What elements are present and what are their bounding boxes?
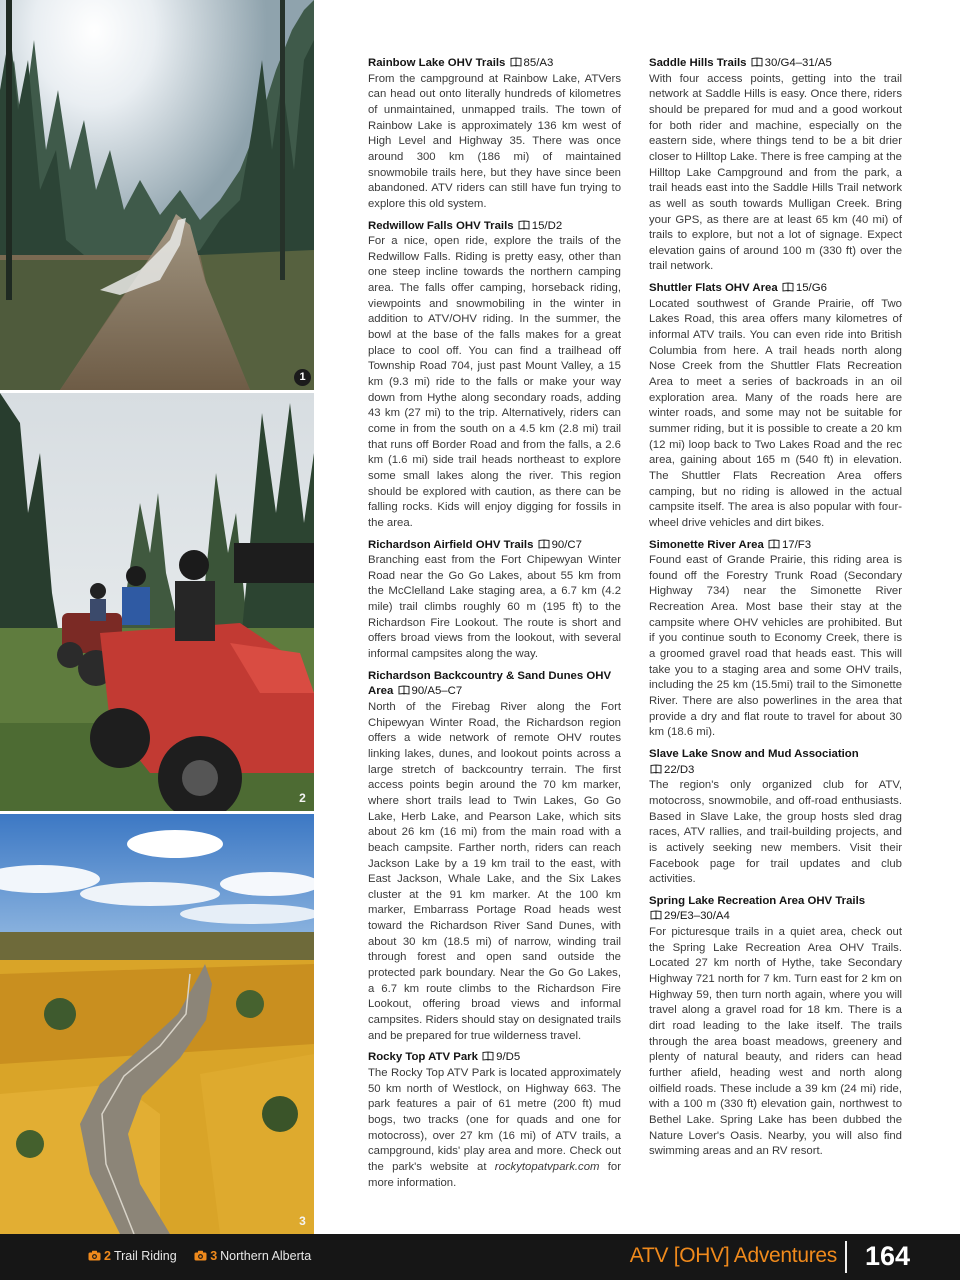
entry-title: Rocky Top ATV Park [368, 1051, 478, 1064]
photo-forest-road [0, 0, 314, 390]
entry-heading [649, 894, 902, 925]
map-book-icon [510, 57, 522, 67]
credit-number: 3 [210, 1249, 218, 1263]
entry-heading [368, 1050, 621, 1066]
photo-number-badge: 3 [299, 1214, 306, 1228]
photo-number-badge: 1 [294, 369, 311, 386]
entry-body: Found east of Grande Prairie, this riding area is found off the Forestry Trunk Road (Secondary Highway 734) near the Simonette River Recreation Area. Most base their stay at the campsite where OHV vehicles are prohibited. But if you continue south to Economy Creek, there is a groomed gravel road that heads east. This will take you to a staging area and some OHV trails, including the 25 km (15.5mi) trail to the Simonette River. There are also powerlines in the area that provide a dry and flat route to travel for about 30 km (18.6 mi). [649, 554, 902, 739]
trail-entry [368, 669, 621, 1045]
trail-entry [649, 538, 902, 741]
map-book-icon [751, 57, 763, 67]
trail-entry [368, 1050, 621, 1191]
map-book-icon [538, 539, 550, 549]
entry-body: North of the Firebag River along the Fort Chipewyan Winter Road, the Richardson region offers a wide network of remote OHV routes linking lakes, dunes, and lookout points across a large stretch of backcountry terrain. The first access points begin around the 70 km marker, where short trails lead to Twin Lakes, Go Go Lake, Herb Lake, and Pearson Lake, which sits about 26 km (16 mi) from the main road with a beach campsite. Farther north, riders can reach Jackson Lake by a 19 km trail to the east, with East Jackson, Whale Lake, and the Six Lakes cluster at the 91 km marker. At the 100 km marker, Embarrass Portage Road heads west toward the Richardson River Sand Dunes, with about 30 km (18.5 mi) of narrow, winding trail through forest and open sand outside the protected park boundary. Near the Go Go Lakes, a 6.7 km route climbs to the Richardson Fire Lookout, offering broad views and informal campsites. Riders should stay on designated trails and be prepared for true wilderness travel. [368, 700, 621, 1042]
forest-road-illustration [0, 0, 314, 390]
entry-body: With four access points, getting into the trail network at Saddle Hills is easy. Once there, riders should be prepared for mud and a good workout for both rider and machine, especially on the eastern side, where things tend to be a bit drier closer to Hilltop Lake. There is free camping at the Hilltop Lake Campground and from the park, a trail heads east into the Saddle Hills Trail network as well as south towards Mulligan Creek. Bring your GPS, as there are at least 65 km (40 mi) of trails to explore, but not a lot of signage. Expect elevation gains of around 100 m (330 ft) over the trail network. [649, 72, 902, 273]
camera-icon [194, 1250, 207, 1261]
photo-credit [194, 1249, 311, 1263]
entry-title: Richardson Backcountry & Sand Dunes OHV Area [368, 669, 612, 698]
trail-entry [368, 56, 621, 213]
trail-entry [649, 894, 902, 1160]
map-reference: 29/E3–30/A4 [664, 910, 730, 923]
map-reference: 15/D2 [531, 219, 563, 232]
map-reference: 22/D3 [664, 763, 695, 776]
photo-atv-riders [0, 393, 314, 811]
entry-heading [649, 281, 902, 297]
camera-icon [88, 1250, 101, 1261]
map-book-icon [782, 282, 794, 292]
entry-body-end: for more information. [368, 1160, 621, 1189]
map-book-icon [482, 1051, 494, 1061]
entry-title: Rainbow Lake OHV Trails [368, 57, 506, 69]
entry-body [368, 1066, 621, 1191]
text-column-right [649, 56, 902, 1166]
website-link[interactable]: rockytopatvpark.com [494, 1160, 600, 1173]
entry-heading [649, 538, 902, 554]
entry-title: Shuttler Flats OHV Area [649, 282, 778, 295]
map-reference: 90/C7 [551, 538, 582, 551]
section-title: ATV [OHV] Adventures [629, 1244, 837, 1267]
map-book-icon [650, 764, 662, 774]
entry-body-text: The Rocky Top ATV Park is located approximately 50 km north of Westlock, on Highway 663. The park features a pair of 61 metre (200 ft) mud bogs, two tracks (one for quads and one for motocross), over 27 km (16 mi) of ATV trails, a campground, kids' play area and more. Check out the park's website at [368, 1066, 621, 1173]
entry-body: For a nice, open ride, explore the trails of the Redwillow Falls. Riding is pretty easy, other than one steep incline towards the northern camping area. The falls offer camping, horseback riding, viewpoints and snowmobiling in the winter in addition to ATV/OHV riding. In the summer, the bowl at the base of the falls makes for a great place to cool off. You can find a trailhead off Township Road 704, just past Mount Valley, a 15 km (9.3 mi) ride to the falls or make your way down from Hythe along secondary roads, adding 43 km (27 mi) to the trip. Alternatively, riders can come in from the south on a 4.5 km (2.8 mi) trail that runs off Border Road and from the falls, a 2.6 km (1.6 mi) side trail heads northeast to explore some small lakes along the river. This region should be explored with caution, as there can be falling rocks. Kids will enjoy digging for fossils in the area. [368, 235, 621, 529]
map-book-icon [518, 220, 530, 230]
entry-heading [368, 219, 621, 235]
map-reference: 85/A3 [523, 57, 554, 69]
photo-credit [88, 1249, 177, 1263]
atv-riders-illustration [0, 393, 314, 811]
entry-body: From the campground at Rainbow Lake, ATVers can head out onto literally hundreds of kilometres of unmaintained, unmapped trails. The town of Rainbow Lake is approximately 136 km west of High Level and Highway 35. There was once around 300 km (186 mi) of maintained snowmobile trails here, but they have since been abandoned. ATV riders can still have fun trying to explore this old system. [368, 72, 621, 210]
trail-entry [649, 281, 902, 531]
credit-label: Northern Alberta [220, 1249, 312, 1263]
photo-autumn-road [0, 814, 314, 1234]
entry-body: For picturesque trails in a quiet area, check out the Spring Lake Recreation Area OHV Trails. Located 27 km north of Hythe, take Secondary Highway 721 north for 7 km. Turn east for 2 km on Highway 59, then turn north again, where you will travel along a gravel road for 18 km. There is a dirt road leading to the lake itself. The trails through the area boast meadows, greenery and plenty of natural beauty, and riders can head further afield, heading west and north along oilfield roads. These include a 39 km (24 mi) ride, with a 100 m (330 ft) elevation gain, northwest to Bethel Lake. Spring Lake has been dubbed the Nature Lover's Oasis. Nearby, you will also find swimming areas and an RV resort. [649, 926, 902, 1158]
entry-title: Spring Lake Recreation Area OHV Trails [649, 894, 866, 907]
text-column-left [368, 56, 621, 1197]
entry-body: Branching east from the Fort Chipewyan Winter Road near the Go Go Lakes, about 55 km from the McClelland Lake staging area, a 6.7 km (4.2 mile) trail climbs roughly 60 m (195 ft) to the Richardson Fire Lookout. The route is short and offers broad views from the lookout, with several informal campsites along the way. [368, 554, 621, 661]
photo-number-badge: 2 [299, 791, 306, 805]
autumn-road-illustration [0, 814, 314, 1234]
map-book-icon [650, 910, 662, 920]
entry-title: Saddle Hills Trails [649, 57, 747, 69]
trail-entry [368, 538, 621, 663]
page-number: 164 [864, 1241, 910, 1271]
entry-title: Slave Lake Snow and Mud Association [649, 748, 859, 761]
trail-entry [649, 747, 902, 888]
photo-column [0, 0, 314, 1234]
credit-label: Trail Riding [113, 1249, 177, 1263]
map-book-icon [398, 685, 410, 695]
map-reference: 30/G4–31/A5 [764, 57, 832, 69]
footer-divider [845, 1241, 847, 1273]
entry-heading [368, 56, 621, 72]
map-reference: 17/F3 [781, 538, 812, 551]
entry-body: The region's only organized club for ATV, motocross, snowmobile, and off-road enthusiasts. Based in Slave Lake, the group hosts sled drag races, ATV rallies, and trail-building projects, and is actively seeking new members. Visit their Facebook page for trail updates and club activities. [649, 779, 902, 886]
map-book-icon [768, 539, 780, 549]
credit-number: 2 [104, 1249, 111, 1263]
entry-heading [649, 56, 902, 72]
entry-heading [368, 538, 621, 554]
map-reference: 9/D5 [496, 1051, 521, 1064]
entry-heading [649, 747, 902, 778]
trail-entry [649, 56, 902, 275]
page-footer [0, 1234, 960, 1280]
entry-title: Redwillow Falls OHV Trails [368, 219, 514, 232]
map-reference: 90/A5–C7 [411, 685, 463, 698]
map-reference: 15/G6 [795, 282, 827, 295]
entry-title: Richardson Airfield OHV Trails [368, 538, 534, 551]
photo-credits [88, 1249, 325, 1263]
entry-body: Located southwest of Grande Prairie, off Two Lakes Road, this area offers many kilometres of informal ATV trails. You can even ride into British Columbia from here. A trail heads north along Nose Creek from the Shuttler Flats Recreation Area to meet a series of backroads in an oil exploration area. Many of the roads here are winter roads, and some may not be suitable for summer riding, but it is possible to create a 20 km (12 mi) loop back to Two Lakes Road and the rec area, gaining about 165 m (540 ft) in elevation. The Shuttler Flats Recreation Area offers camping, but no riding is allowed in the actual campsite itself. The area is also popular with four-wheel drive vehicles and dirt bikes. [649, 297, 902, 529]
trail-entry [368, 219, 621, 532]
entry-title: Simonette River Area [649, 538, 764, 551]
entry-heading [368, 669, 621, 700]
